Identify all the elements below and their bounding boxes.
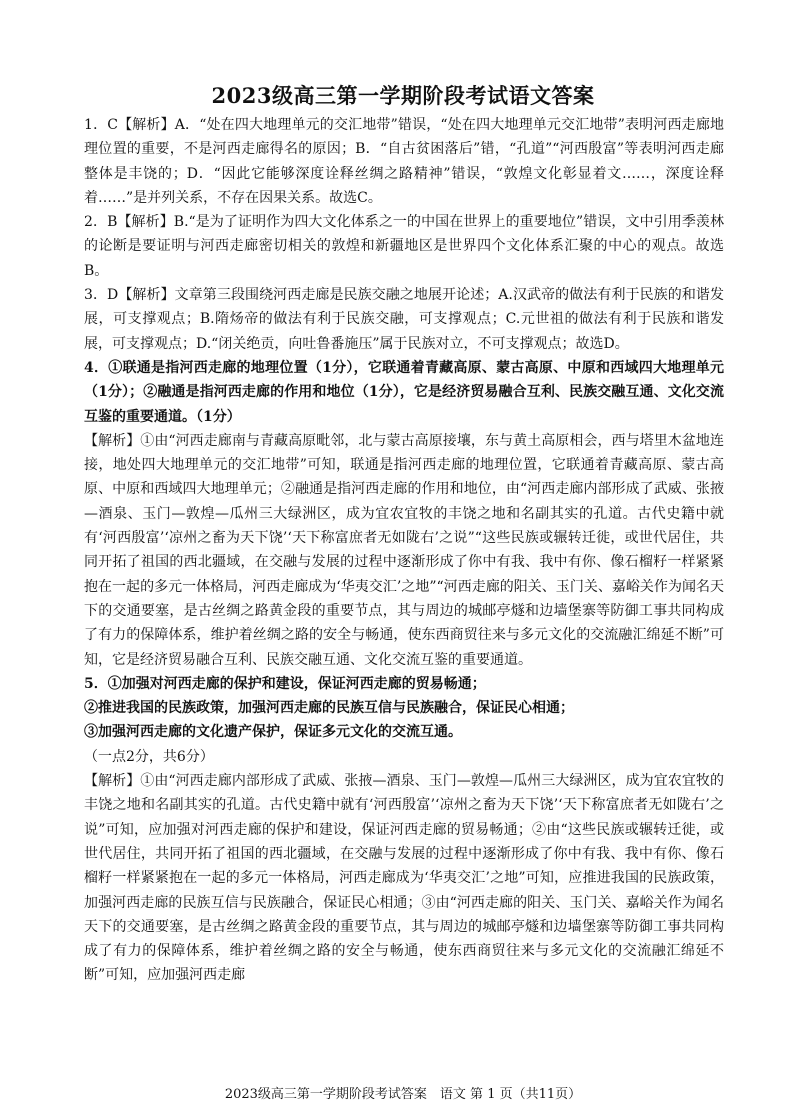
answer-5-point-1: 5．①加强对河西走廊的保护和建设，保证河西走廊的贸易畅通； bbox=[84, 675, 486, 692]
answer-5-score-note: （一点2分，共6分） bbox=[84, 748, 214, 765]
page-footer: 2023级高三第一学期阶段考试答案 语文 第 1 页（共11页） bbox=[224, 1087, 582, 1102]
answer-1: 1．C【解析】A．“处在四大地理单元的交汇地带”错误，“处在四大地理单元交汇地带”表明河西走廊地理位置的重要，不是河西走廊得名的原因；B．“自古贫困落后”错，“孔道”“河西殷富”等表明河西走廊整体是丰饶的；D．“因此它能够深度诠释丝绸之路精神”错误，“敦煌文化彰显着文……，深度诠释着……”是并列关系，不存在因果关系。故选C。 bbox=[84, 117, 724, 206]
answer-5-point-3: ③加强河西走廊的文化遗产保护，保证多元文化的交流互通。 bbox=[84, 724, 462, 741]
answer-body bbox=[84, 113, 724, 988]
answer-4-analysis: 【解析】①由“河西走廊南与青藏高原毗邻，北与蒙古高原接壤，东与黄土高原相会，西与塔里木盆地连接，地处四大地理单元的交汇地带”可知，联通是指河西走廊的地理位置，它联通着青藏高原、蒙古高原、中原和西域四大地理单元；②融通是指河西走廊的作用和地位，由“河西走廊内部形成了武威、张掖—酒泉、玉门—敦煌—瓜州三大绿洲区，成为宜农宜牧的丰饶之地和名副其实的孔道。古代史籍中就有‘河西殷富’‘凉州之畜为天下饶’‘天下称富庶者无如陇右’之说”“这些民族或辗转迁徙，或世代居住，共同开拓了祖国的西北疆域，在交融与发展的过程中逐渐形成了你中有我、我中有你、像石榴籽一样紧紧抱在一起的多元一体格局，河西走廊成为‘华夷交汇’之地”“河西走廊的阳关、玉门关、嘉峪关作为闻名天下的交通要塞，是古丝绸之路黄金段的重要节点，其与周边的城邮亭燧和边墙堡寨等防御工事共同构成了有力的保障体系，维护着丝绸之路的安全与畅通，使东西商贸往来与多元文化的交流融汇绵延不断”可知，它是经济贸易融合互利、民族交融互通、文化交流互鉴的重要通道。 bbox=[84, 432, 724, 668]
answer-3: 3．D【解析】文章第三段围绕河西走廊是民族交融之地展开论述；A.汉武帝的做法有利于民族的和谐发展，可支撑观点；B.隋炀帝的做法有利于民族交融，可支撑观点；C.元世祖的做法有利于民族和谐发展，可支撑观点；D.“闭关绝贡，向吐鲁番施压”属于民族对立，不可支撑观点；故选D。 bbox=[84, 287, 724, 352]
answer-2: 2．B【解析】B.“是为了证明作为四大文化体系之一的中国在世界上的重要地位”错误，文中引用季羡林的论断是要证明与河西走廊密切相关的敦煌和新疆地区是世界四个文化体系汇聚的中心的观点。故选B。 bbox=[84, 214, 724, 279]
answer-5-analysis: 【解析】①由“河西走廊内部形成了武威、张掖—酒泉、玉门—敦煌—瓜州三大绿洲区，成为宜农宜牧的丰饶之地和名副其实的孔道。古代史籍中就有‘河西殷富’‘凉州之畜为天下饶’‘天下称富庶者无如陇右’之说”可知，应加强对河西走廊的保护和建设，保证河西走廊的贸易畅通；②由“这些民族或辗转迁徙，或世代居住，共同开拓了祖国的西北疆域，在交融与发展的过程中逐渐形成了你中有我、我中有你、像石榴籽一样紧紧抱在一起的多元一体格局，河西走廊成为‘华夷交汇’之地”可知，应推进我国的民族政策，加强河西走廊的民族互信与民族融合，保证民心相通；③由“河西走廊的阳关、玉门关、嘉峪关作为闻名天下的交通要塞，是古丝绸之路黄金段的重要节点，其与周边的城邮亭燧和边墙堡寨等防御工事共同构成了有力的保障体系，维护着丝绸之路的安全与畅通，使东西商贸往来与多元文化的交流融汇绵延不断”可知，应加强河西走廊 bbox=[84, 773, 724, 984]
document-title: 2023级高三第一学期阶段考试语文答案 bbox=[211, 83, 595, 108]
answer-5-point-2: ②推进我国的民族政策，加强河西走廊的民族互信与民族融合，保证民心相通； bbox=[84, 700, 574, 717]
answer-4: 4．①联通是指河西走廊的地理位置（1分），它联通着青藏高原、蒙古高原、中原和西域四大地理单元（1分）；②融通是指河西走廊的作用和地位（1分），它是经济贸易融合互利、民族交融互通、文化交流互鉴的重要通道。（1分） bbox=[84, 359, 724, 425]
